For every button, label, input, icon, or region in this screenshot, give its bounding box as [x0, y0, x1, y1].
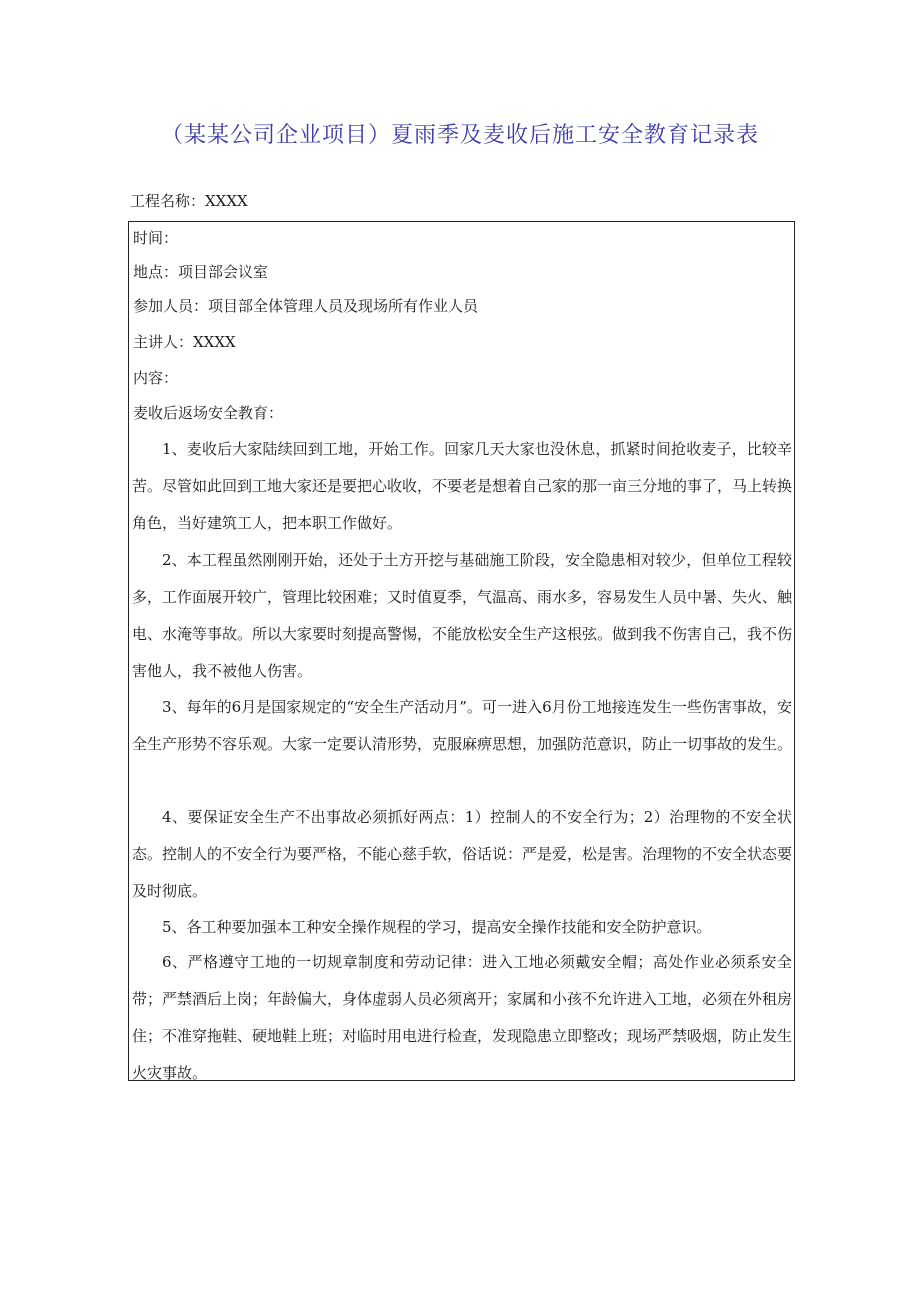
document-title: （某某公司企业项目）夏雨季及麦收后施工安全教育记录表: [160, 123, 759, 148]
time-field: 时间：: [133, 229, 179, 247]
participants-field: 参加人员：项目部全体管理人员及现场所有作业人员: [133, 297, 479, 315]
content-paragraph-4: 4、要保证安全生产不出事故必须抓好两点：1）控制人的不安全行为；2）治理物的不安全状态。控制人的不安全行为要严格，不能心慈手软，俗话说：严是爱，松是害。治理物的不安全状态要及时彻底。: [132, 808, 793, 900]
content-label: 内容：: [133, 369, 179, 387]
speaker-field: 主讲人：XXXX: [133, 333, 236, 351]
content-paragraph-5: 5、各工种要加强本工种安全操作规程的学习，提高安全操作技能和安全防护意识。: [162, 918, 712, 936]
content-paragraph-6: 6、严格遵守工地的一切规章制度和劳动记律：进入工地必须戴安全帽；高处作业必须系安全带；严禁酒后上岗；年龄偏大，身体虚弱人员必须离开；家属和小孩不允许进入工地，必须在外租房住；不准穿拖鞋、硬地鞋上班；对临时用电进行检查，发现隐患立即整改；现场严禁吸烟，防止发生火灾事故。: [132, 953, 793, 1082]
content-paragraph-1: 1、麦收后大家陆续回到工地，开始工作。回家几天大家也没休息，抓紧时间抢收麦子，比较辛苦。尽管如此回到工地大家还是要把心收收，不要老是想着自己家的那一亩三分地的事了，马上转换角色，当好建筑工人，把本职工作做好。: [132, 440, 793, 532]
content-paragraph-3: 3、每年的6月是国家规定的“安全生产活动月”。可一进入6月份工地接连发生一些伤害事故，安全生产形势不容乐观。大家一定要认清形势，克服麻痹思想，加强防范意识，防止一切事故的发生。: [132, 698, 793, 753]
location-field: 地点：项目部会议室: [133, 263, 269, 281]
education-record-box: [128, 221, 795, 1081]
section-heading: 麦收后返场安全教育：: [133, 404, 284, 422]
project-name-line: 工程名称：XXXX: [130, 192, 248, 210]
content-paragraph-2: 2、本工程虽然刚刚开始，还处于土方开挖与基础施工阶段，安全隐患相对较少，但单位工程较多，工作面展开较广，管理比较困难；又时值夏季，气温高、雨水多，容易发生人员中暑、失火、触电、水淹等事故。所以大家要时刻提高警惕，不能放松安全生产这根弦。做到我不伤害自己，我不伤害他人，我不被他人伤害。: [132, 551, 793, 680]
